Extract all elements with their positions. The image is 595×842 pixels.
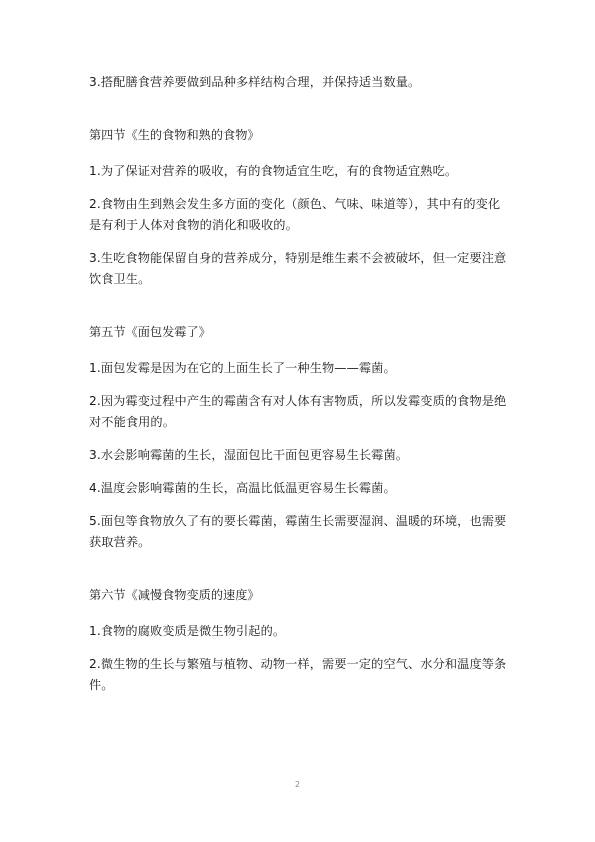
paragraph: 3.生吃食物能保留自身的营养成分，特别是维生素不会被破坏，但一定要注意饮食卫生。	[89, 251, 507, 286]
paragraph: 1.面包发霉是因为在它的上面生长了一种生物——霉菌。	[89, 361, 396, 375]
section-heading: 第五节《面包发霉了》	[89, 325, 211, 339]
page-number: 2	[294, 780, 301, 789]
paragraph: 1.食物的腐败变质是微生物引起的。	[89, 624, 286, 638]
section-heading: 第四节《生的食物和熟的食物》	[89, 128, 260, 142]
paragraph: 2.微生物的生长与繁殖与植物、动物一样，需要一定的空气、水分和温度等条件。	[89, 657, 507, 692]
section-heading: 第六节《减慢食物变质的速度》	[89, 588, 260, 602]
paragraph: 3.搭配膳食营养要做到品种多样结构合理，并保持适当数量。	[89, 75, 421, 89]
paragraph: 4.温度会影响霉菌的生长，高温比低温更容易生长霉菌。	[89, 481, 396, 495]
document-body	[89, 72, 507, 708]
paragraph: 2.因为霉变过程中产生的霉菌含有对人体有害物质，所以发霉变质的食物是绝对不能食用的。	[89, 394, 507, 429]
paragraph: 2.食物由生到熟会发生多方面的变化（颜色、气味、味道等），其中有的变化是有利于人体对食物的消化和吸收的。	[89, 197, 501, 232]
paragraph: 3.水会影响霉菌的生长，湿面包比干面包更容易生长霉菌。	[89, 448, 409, 462]
paragraph: 1.为了保证对营养的吸收，有的食物适宜生吃，有的食物适宜熟吃。	[89, 164, 458, 178]
paragraph: 5.面包等食物放久了有的要长霉菌，霉菌生长需要湿润、温暖的环境，也需要获取营养。	[89, 514, 507, 549]
